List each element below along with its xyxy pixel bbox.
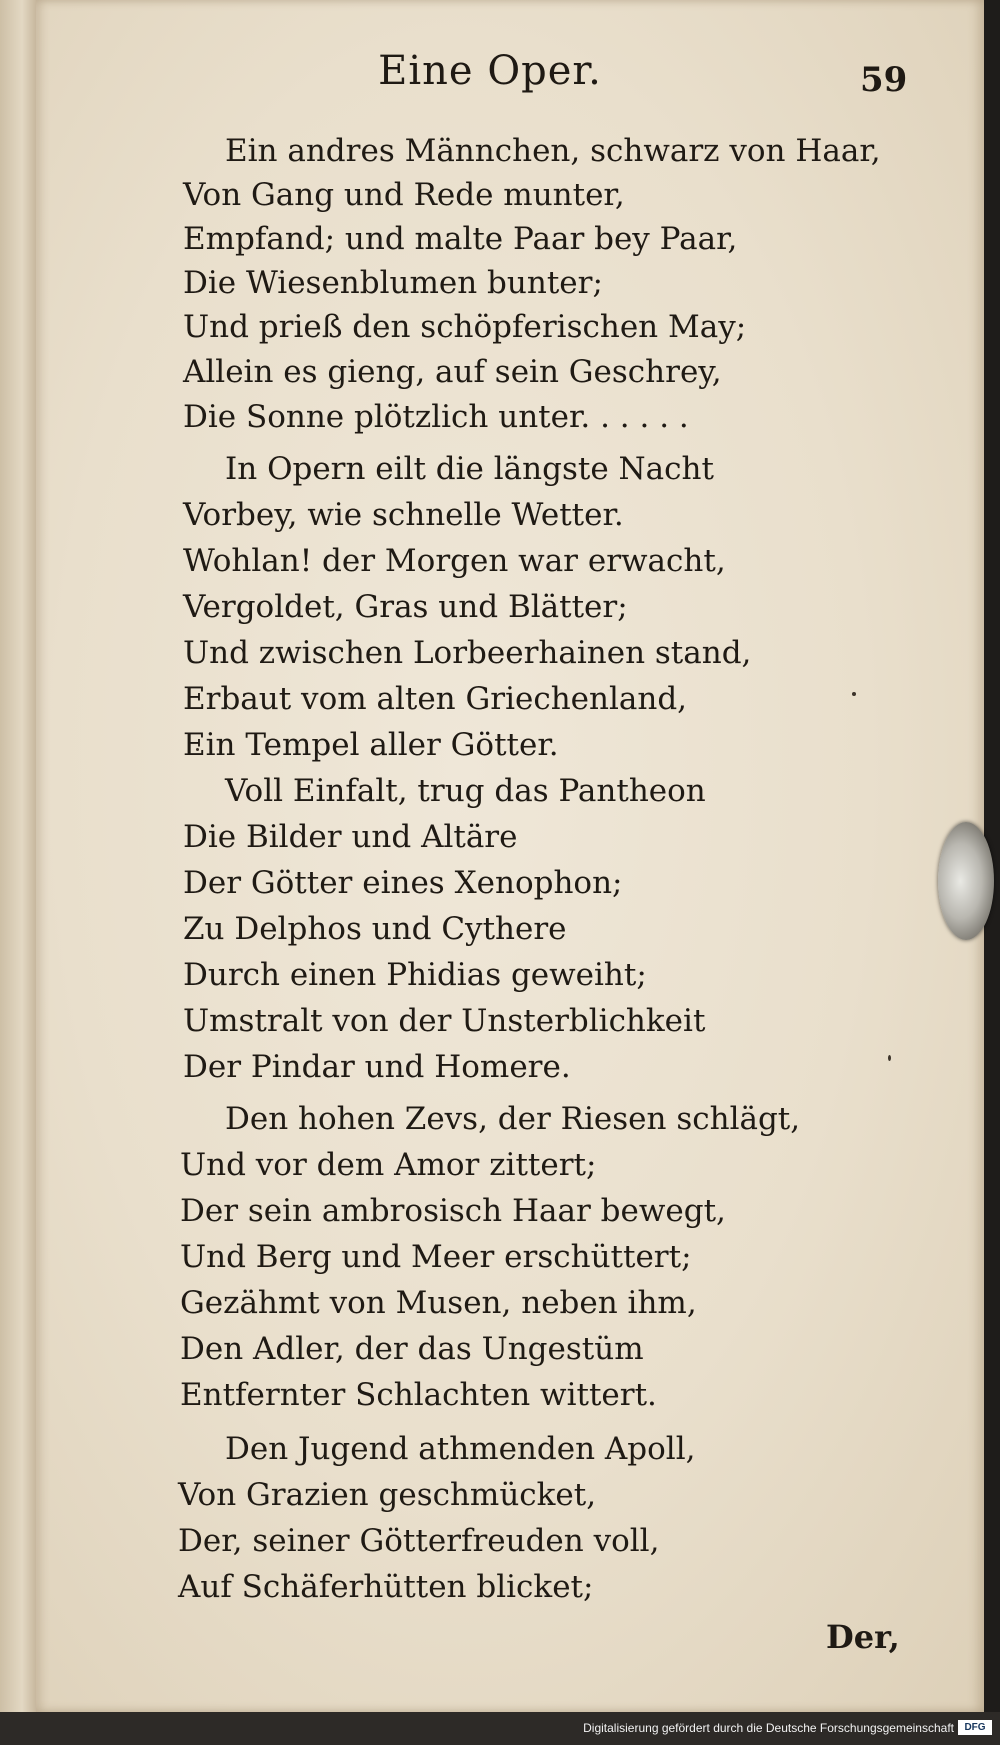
verse-line: Auf Schäferhütten blicket; xyxy=(178,1569,594,1605)
verse-line: Wohlan! der Morgen war erwacht, xyxy=(183,543,726,579)
verse-line: Voll Einfalt, trug das Pantheon xyxy=(225,773,706,809)
verse-line: Und prieß den schöpferischen May; xyxy=(183,309,747,345)
verse-line: Und zwischen Lorbeerhainen stand, xyxy=(183,635,752,671)
verse-line: Die Sonne plötzlich unter. . . . . . xyxy=(183,399,689,435)
verse-line: Ein Tempel aller Götter. xyxy=(183,727,559,763)
verse-line: Erbaut vom alten Griechenland, xyxy=(183,681,688,717)
funding-credit: Digitalisierung gefördert durch die Deutsche Forschungsgemeinschaft xyxy=(583,1721,954,1735)
verse-line: Den Adler, der das Ungestüm xyxy=(180,1331,644,1367)
verse-line: Den hohen Zevs, der Riesen schlägt, xyxy=(225,1101,801,1137)
running-header: Eine Oper. xyxy=(378,48,602,94)
previous-leaf-edge xyxy=(0,0,40,1712)
verse-line: Die Bilder und Altäre xyxy=(183,819,518,855)
verse-line: Gezähmt von Musen, neben ihm, xyxy=(180,1285,697,1321)
verse-line: Von Grazien geschmücket, xyxy=(178,1477,597,1513)
verse-line: Allein es gieng, auf sein Geschrey, xyxy=(183,354,722,390)
catchword: Der, xyxy=(826,1618,900,1656)
verse-line: Empfand; und malte Paar bey Paar, xyxy=(183,221,738,257)
page-number: 59 xyxy=(860,60,908,100)
dfg-logo: DFG xyxy=(958,1720,992,1735)
verse-line: Der Götter eines Xenophon; xyxy=(183,865,623,901)
verse-line: Der Pindar und Homere. xyxy=(183,1049,571,1085)
verse-line: Und Berg und Meer erschüttert; xyxy=(180,1239,692,1275)
verse-line: Von Gang und Rede munter, xyxy=(183,177,625,213)
verse-line: Durch einen Phidias geweiht; xyxy=(183,957,647,993)
verse-line: Ein andres Männchen, schwarz von Haar, xyxy=(225,133,881,169)
verse-line: Der sein ambrosisch Haar bewegt, xyxy=(180,1193,726,1229)
verse-line: Die Wiesenblumen bunter; xyxy=(183,265,603,301)
verse-line: Entfernter Schlachten wittert. xyxy=(180,1377,657,1413)
verse-line: Vorbey, wie schnelle Wetter. xyxy=(183,497,624,533)
verse-line: Und vor dem Amor zittert; xyxy=(180,1147,597,1183)
verse-line: Zu Delphos und Cythere xyxy=(183,911,567,947)
paper-speck xyxy=(852,692,856,696)
page-clip xyxy=(938,822,994,940)
verse-line: Umstralt von der Unsterblichkeit xyxy=(183,1003,706,1039)
verse-line: Den Jugend athmenden Apoll, xyxy=(225,1431,696,1467)
verse-line: In Opern eilt die längste Nacht xyxy=(225,451,714,487)
verse-line: Vergoldet, Gras und Blätter; xyxy=(183,589,628,625)
paper-speck xyxy=(888,1055,891,1061)
verse-line: Der, seiner Götterfreuden voll, xyxy=(178,1523,660,1559)
